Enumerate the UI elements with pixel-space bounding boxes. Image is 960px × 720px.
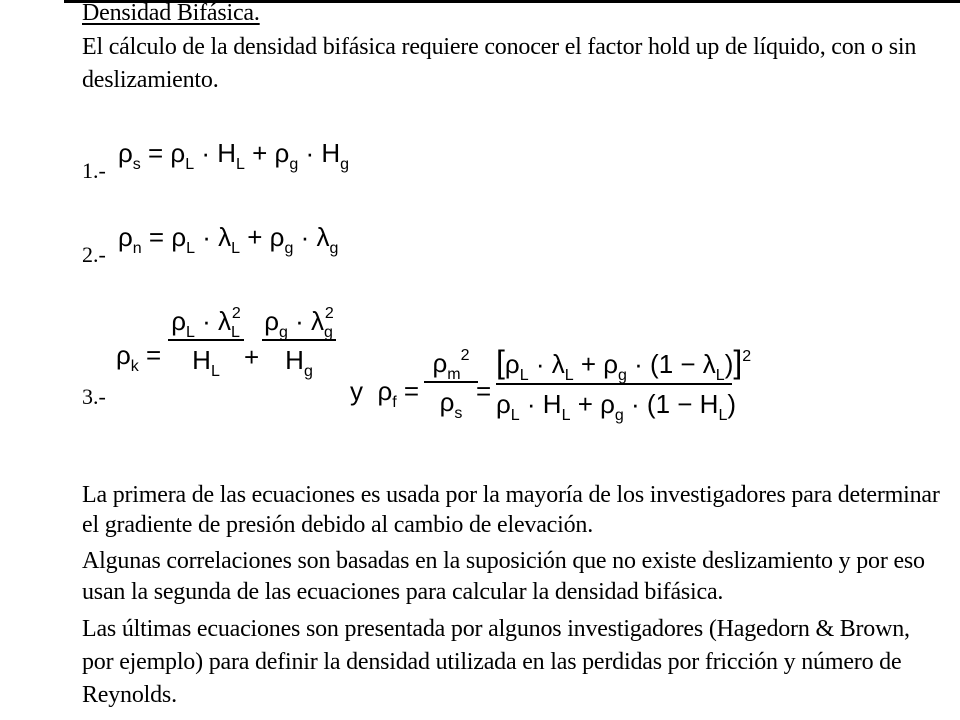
plus-sign: + bbox=[244, 342, 260, 372]
intro-text-line-1: El cálculo de la densidad bifásica requiere conocer el factor hold up de líquido, con o sin bbox=[82, 34, 917, 60]
equation-2: $\rho_n = \rho_L \cdot \lambda_L + \rho_g \cdot \lambda_g$ bbox=[118, 222, 339, 257]
rho-k-lhs: $\rho_k$ = bbox=[116, 340, 162, 375]
conjunction-text: y bbox=[350, 376, 363, 406]
conjunction-y: y $\rho_f$ = bbox=[350, 376, 420, 411]
equals-sign: = bbox=[476, 376, 492, 406]
equation-2-label: 2.- bbox=[82, 242, 106, 267]
rho-k-fraction-gas: $\rho_g \cdot \lambda_g^2$ $H_g$ bbox=[262, 306, 336, 376]
equation-1: $\rho_s = \rho_L \cdot H_L + \rho_g \cdot H_g$ bbox=[118, 138, 350, 173]
paragraph-line-4: usan la segunda de las ecuaciones para calcular la densidad bifásica. bbox=[82, 579, 724, 605]
paragraph-line-5: Las últimas ecuaciones son presentada por algunos investigadores (Hagedorn & Brown, bbox=[82, 616, 910, 642]
paragraph-line-1: La primera de las ecuaciones es usada por la mayoría de los investigadores para determinar bbox=[82, 482, 940, 508]
section-heading: Densidad Bifásica. bbox=[82, 0, 260, 26]
paragraph-line-6: por ejemplo) para definir la densidad utilizada en las perdidas por fricción y número de bbox=[82, 649, 902, 675]
paragraph-line-3: Algunas correlaciones son basadas en la suposición que no existe deslizamiento y por eso bbox=[82, 548, 925, 574]
rho-f-fraction-1: $\rho_m^2$ $\rho_s$ bbox=[424, 348, 478, 418]
rho-f-fraction-2: $[\rho_L \cdot \lambda_L + \rho_g \cdot (1 - \lambda_L)]^2$ $\rho_L \cdot H_L + \rho_g \cdot (1 - H_L)$ bbox=[496, 344, 752, 424]
equation-3-label: 3.- bbox=[82, 384, 106, 409]
intro-text-line-2: deslizamiento. bbox=[82, 67, 219, 93]
paragraph-line-7: Reynolds. bbox=[82, 682, 177, 708]
equation-1-label: 1.- bbox=[82, 158, 106, 183]
rho-k-fraction-liquid: $\rho_L \cdot \lambda_L^2$ $H_L$ bbox=[168, 306, 244, 376]
paragraph-line-2: el gradiente de presión debido al cambio de elevación. bbox=[82, 512, 593, 538]
